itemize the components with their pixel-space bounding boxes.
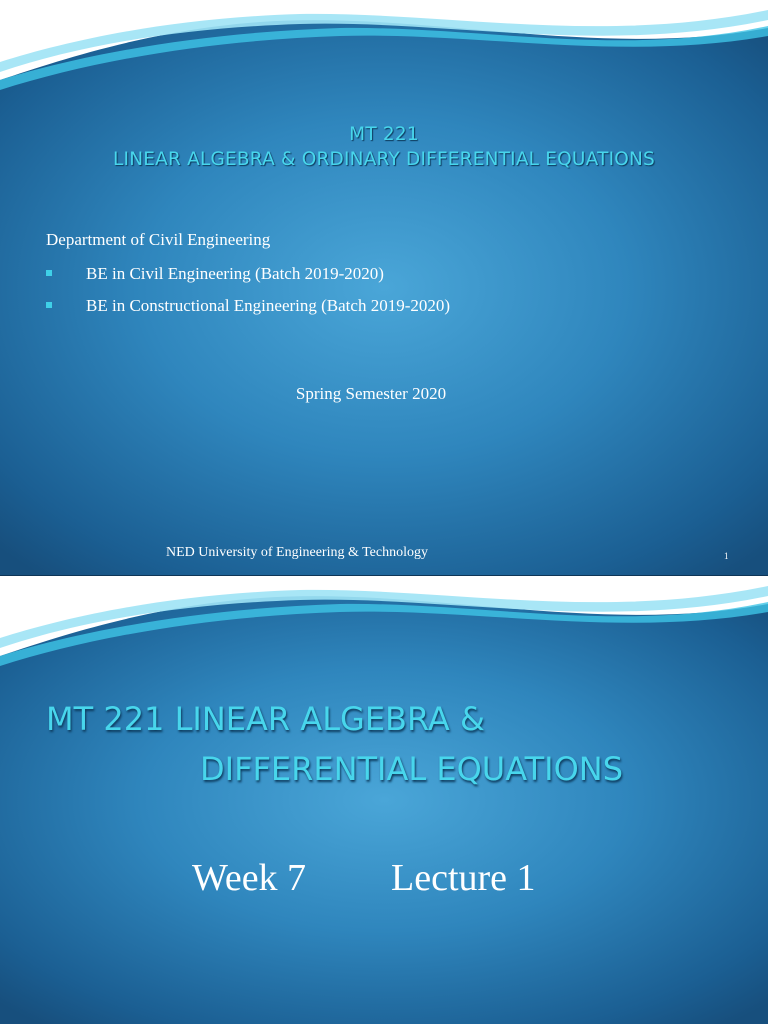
lecture-label: Lecture 1 [391, 857, 536, 899]
slide-footer: NED University of Engineering & Technology [166, 545, 428, 560]
wave-decoration [0, 576, 768, 676]
slide-2 [0, 576, 768, 1024]
wave-decoration [0, 0, 768, 100]
program-list [46, 262, 450, 326]
list-item [46, 262, 450, 294]
list-item-text: BE in Civil Engineering (Batch 2019-2020) [86, 264, 384, 283]
department-label: Department of Civil Engineering [46, 230, 271, 249]
week-label: Week 7 [192, 857, 307, 899]
slide-title-line-2: DIFFERENTIAL EQUATIONS [200, 750, 624, 788]
slide-title [0, 122, 768, 172]
page-number: 1 [724, 551, 729, 561]
slide-title-line-1: MT 221 LINEAR ALGEBRA & [46, 700, 485, 738]
semester-label: Spring Semester 2020 [295, 384, 447, 403]
bullet-icon [46, 270, 52, 276]
course-name: LINEAR ALGEBRA & ORDINARY DIFFERENTIAL EQUATIONS [113, 149, 655, 170]
course-code: MT 221 [349, 124, 419, 145]
list-item-text: BE in Constructional Engineering (Batch 2019-2020) [86, 296, 451, 315]
bullet-icon [46, 302, 52, 308]
list-item [46, 294, 450, 326]
